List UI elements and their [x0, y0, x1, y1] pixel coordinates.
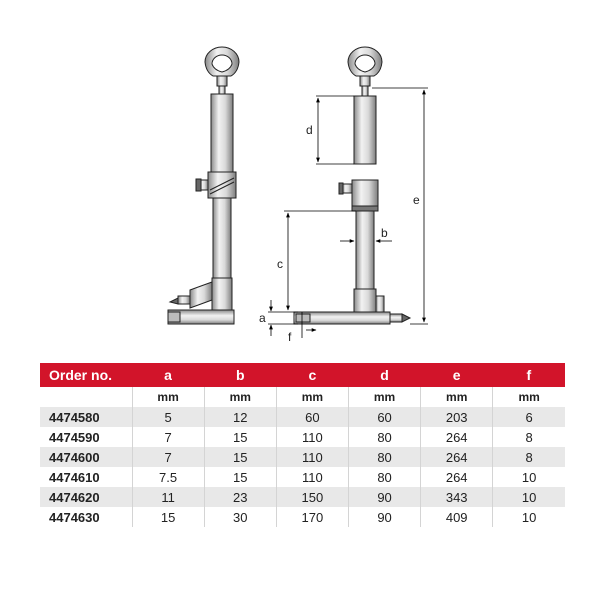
order-no-cell: 4474610	[40, 467, 132, 487]
table-row	[40, 487, 565, 507]
dim-label-c: c	[277, 257, 283, 271]
unit-cell	[40, 387, 132, 407]
table-cell: 10	[493, 507, 565, 527]
unit-cell: mm	[348, 387, 420, 407]
table-cell: 80	[348, 467, 420, 487]
table-cell: 264	[421, 467, 493, 487]
table-cell: 80	[348, 447, 420, 467]
table-cell: 409	[421, 507, 493, 527]
table-units-row	[40, 387, 565, 407]
table-cell: 5	[132, 407, 204, 427]
order-no-cell: 4474590	[40, 427, 132, 447]
table-cell: 170	[276, 507, 348, 527]
table-cell: 110	[276, 467, 348, 487]
unit-cell: mm	[276, 387, 348, 407]
dimension-lines	[268, 88, 428, 338]
table-cell: 10	[493, 487, 565, 507]
table-cell: 10	[493, 467, 565, 487]
unit-cell: mm	[132, 387, 204, 407]
table-cell: 90	[348, 487, 420, 507]
header-d: d	[348, 363, 420, 387]
order-no-cell: 4474620	[40, 487, 132, 507]
table-cell: 23	[204, 487, 276, 507]
table-cell: 8	[493, 447, 565, 467]
table-cell: 7	[132, 447, 204, 467]
table-row	[40, 467, 565, 487]
unit-cell: mm	[493, 387, 565, 407]
table-cell: 60	[348, 407, 420, 427]
right-view-drawing	[294, 47, 410, 324]
table-cell: 30	[204, 507, 276, 527]
order-no-cell: 4474600	[40, 447, 132, 467]
left-view-drawing	[168, 47, 239, 324]
header-b: b	[204, 363, 276, 387]
dim-label-f: f	[288, 330, 292, 344]
dim-label-d: d	[306, 123, 313, 137]
table-cell: 7.5	[132, 467, 204, 487]
table-cell: 6	[493, 407, 565, 427]
table-cell: 264	[421, 447, 493, 467]
unit-cell: mm	[204, 387, 276, 407]
table-cell: 15	[204, 447, 276, 467]
header-a: a	[132, 363, 204, 387]
table-cell: 150	[276, 487, 348, 507]
table-cell: 90	[348, 507, 420, 527]
table-row	[40, 407, 565, 427]
table-cell: 60	[276, 407, 348, 427]
unit-cell: mm	[421, 387, 493, 407]
dim-label-b: b	[381, 226, 388, 240]
dim-label-a: a	[259, 311, 266, 325]
table-cell: 15	[132, 507, 204, 527]
table-cell: 264	[421, 427, 493, 447]
table-cell: 11	[132, 487, 204, 507]
table-row	[40, 427, 565, 447]
table-cell: 343	[421, 487, 493, 507]
header-f: f	[493, 363, 565, 387]
header-e: e	[421, 363, 493, 387]
dim-label-e: e	[413, 193, 420, 207]
table-cell: 15	[204, 467, 276, 487]
table-cell: 12	[204, 407, 276, 427]
header-c: c	[276, 363, 348, 387]
table-cell: 110	[276, 427, 348, 447]
order-no-cell: 4474580	[40, 407, 132, 427]
table-row	[40, 507, 565, 527]
spec-table	[40, 363, 565, 527]
header-order-no: Order no.	[40, 363, 132, 387]
table-cell: 110	[276, 447, 348, 467]
table-cell: 203	[421, 407, 493, 427]
table-cell: 15	[204, 427, 276, 447]
order-no-cell: 4474630	[40, 507, 132, 527]
table-cell: 7	[132, 427, 204, 447]
table-row	[40, 447, 565, 467]
table-header-row	[40, 363, 565, 387]
table-cell: 8	[493, 427, 565, 447]
table-cell: 80	[348, 427, 420, 447]
